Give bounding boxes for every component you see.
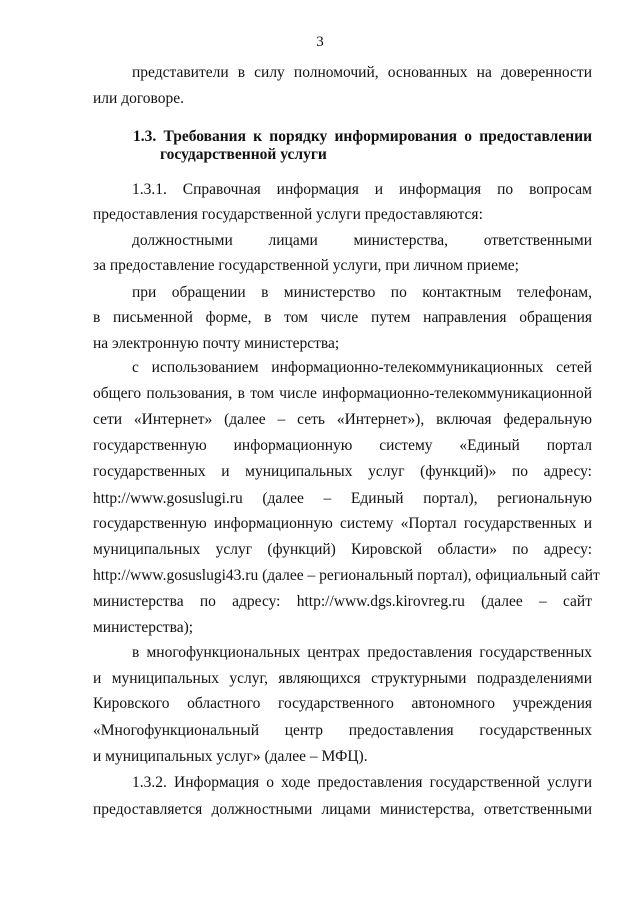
text-line: за предоставление государственной услуги, при личном приеме; <box>93 257 519 274</box>
text-line: 1.3.2. Информация о ходе предоставления государственной услуги <box>132 774 592 791</box>
text-line: государственных и муниципальных услуг (функций)» по адресу: <box>93 463 592 480</box>
text-line: и муниципальных услуг» (далее – МФЦ). <box>93 748 368 765</box>
text-line: и муниципальных услуг, являющихся структурными подразделениями <box>93 670 592 687</box>
text-line: в многофункциональных центрах предоставления государственных <box>132 644 592 661</box>
text-line: http://www.gosuslugi43.ru (далее – региональный портал), официальный сайт <box>93 567 600 584</box>
text-line: на электронную почту министерства; <box>93 335 340 352</box>
section-heading: 1.3. Требования к порядку информирования о предоставлении <box>133 128 592 145</box>
text-line: в письменной форме, в том числе путем направления обращения <box>93 309 592 326</box>
text-line: представители в силу полномочий, основанных на доверенности <box>132 64 592 81</box>
text-line: государственную информационную систему «Портал государственных и <box>93 515 592 532</box>
text-line: государственную информационную систему «Единый портал <box>93 437 592 454</box>
text-line: сети «Интернет» (далее – сеть «Интернет»), включая федеральную <box>93 411 592 428</box>
text-line: или договоре. <box>93 90 185 107</box>
text-line: 1.3.1. Справочная информация и информация по вопросам <box>132 181 592 198</box>
text-line: Кировского областного государственного автономного учреждения <box>93 695 592 712</box>
page-number: 3 <box>316 34 324 50</box>
text-line: муниципальных услуг (функций) Кировской области» по адресу: <box>93 541 592 558</box>
text-line: http://www.gosuslugi.ru (далее – Единый портал), региональную <box>93 490 592 507</box>
text-line: предоставления государственной услуги предоставляются: <box>93 206 483 223</box>
text-line: должностными лицами министерства, ответственными <box>132 232 592 249</box>
text-line: с использованием информационно-телекоммуникационных сетей <box>132 359 592 376</box>
text-line: министерства); <box>93 619 194 636</box>
text-line: при обращении в министерство по контактным телефонам, <box>132 284 592 301</box>
text-line: министерства по адресу: http://www.dgs.kirovreg.ru (далее – сайт <box>93 593 592 610</box>
section-heading: государственной услуги <box>160 146 327 163</box>
text-line: «Многофункциональный центр предоставления государственных <box>93 722 592 739</box>
text-line: предоставляется должностными лицами министерства, ответственными <box>93 801 592 818</box>
text-line: общего пользования, в том числе информационно-телекоммуникационной <box>93 385 592 402</box>
